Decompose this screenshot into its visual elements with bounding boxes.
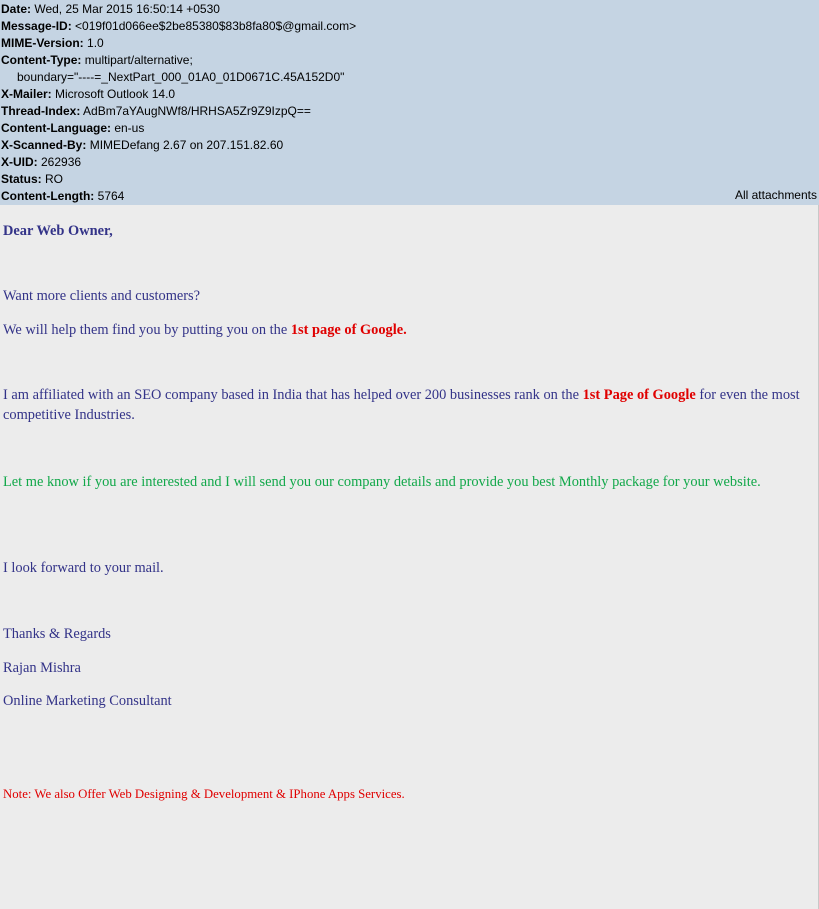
- highlight-google: 1st Page of Google: [582, 387, 696, 403]
- header-content-type: [1, 52, 817, 69]
- header-key: Message-ID:: [1, 19, 72, 33]
- body-line-clients: Want more clients and customers?: [3, 288, 201, 304]
- sender-name: Rajan Mishra: [3, 660, 81, 676]
- header-key: X-Scanned-By:: [1, 138, 87, 152]
- header-value: multipart/alternative;: [81, 53, 193, 67]
- greeting: Dear Web Owner,: [3, 223, 113, 239]
- header-mime-version: [1, 35, 817, 52]
- header-key: X-UID:: [1, 155, 38, 169]
- header-value: Microsoft Outlook 14.0: [51, 87, 176, 101]
- header-value: Wed, 25 Mar 2015 16:50:14 +0530: [31, 2, 220, 16]
- header-message-id: [1, 18, 817, 35]
- header-key: Thread-Index:: [1, 104, 81, 118]
- header-content-type-boundary: [1, 69, 817, 86]
- header-key: Status:: [1, 172, 42, 186]
- header-value: AdBm7aYAugNWf8/HRHSA5Zr9Z9IzpQ==: [80, 104, 311, 118]
- header-key: MIME-Version:: [1, 36, 84, 50]
- note: Note: We also Offer Web Designing & Development & IPhone Apps Services.: [3, 787, 405, 801]
- body-line-forward: I look forward to your mail.: [3, 560, 164, 576]
- header-thread-index: [1, 103, 817, 120]
- header-value: <019f01d066ee$2be85380$83b8fa80$@gmail.com>: [71, 19, 357, 33]
- header-key: Content-Type:: [1, 53, 82, 67]
- highlight-google: 1st page of Google.: [290, 322, 407, 338]
- sender-role: Online Marketing Consultant: [3, 693, 172, 709]
- header-date: [1, 1, 817, 18]
- header-key: Content-Length:: [1, 189, 95, 203]
- header-key: Content-Language:: [1, 121, 111, 135]
- body-text: I am affiliated with an SEO company based in India that has helped over 200 businesses rank on the: [3, 387, 583, 403]
- body-text: for even the most competitive Industries.: [3, 387, 800, 423]
- header-value: MIMEDefang 2.67 on 207.151.82.60: [86, 138, 284, 152]
- header-value: 1.0: [83, 36, 104, 50]
- body-line-google: [3, 320, 808, 340]
- email-headers: [0, 0, 819, 205]
- header-value: 262936: [37, 155, 82, 169]
- body-text: We will help them find you by putting you on the: [3, 322, 291, 338]
- header-status: [1, 171, 817, 188]
- header-value: 5764: [94, 189, 125, 203]
- body-para-seo: [3, 385, 808, 425]
- header-x-uid: [1, 154, 817, 171]
- header-value: boundary="----=_NextPart_000_01A0_01D0671C.45A152D0": [17, 70, 345, 84]
- closing: Thanks & Regards: [3, 626, 111, 642]
- header-key: X-Mailer:: [1, 87, 52, 101]
- header-key: Date:: [1, 2, 32, 16]
- header-x-mailer: [1, 86, 817, 103]
- header-content-length: [1, 188, 817, 205]
- all-attachments-link[interactable]: All attachments: [734, 188, 817, 202]
- header-x-scanned-by: [1, 137, 817, 154]
- header-content-language: [1, 120, 817, 137]
- body-para-offer: Let me know if you are interested and I will send you our company details and provide you best Monthly package for your website.: [3, 474, 761, 490]
- header-value: en-us: [111, 121, 145, 135]
- header-value: RO: [41, 172, 64, 186]
